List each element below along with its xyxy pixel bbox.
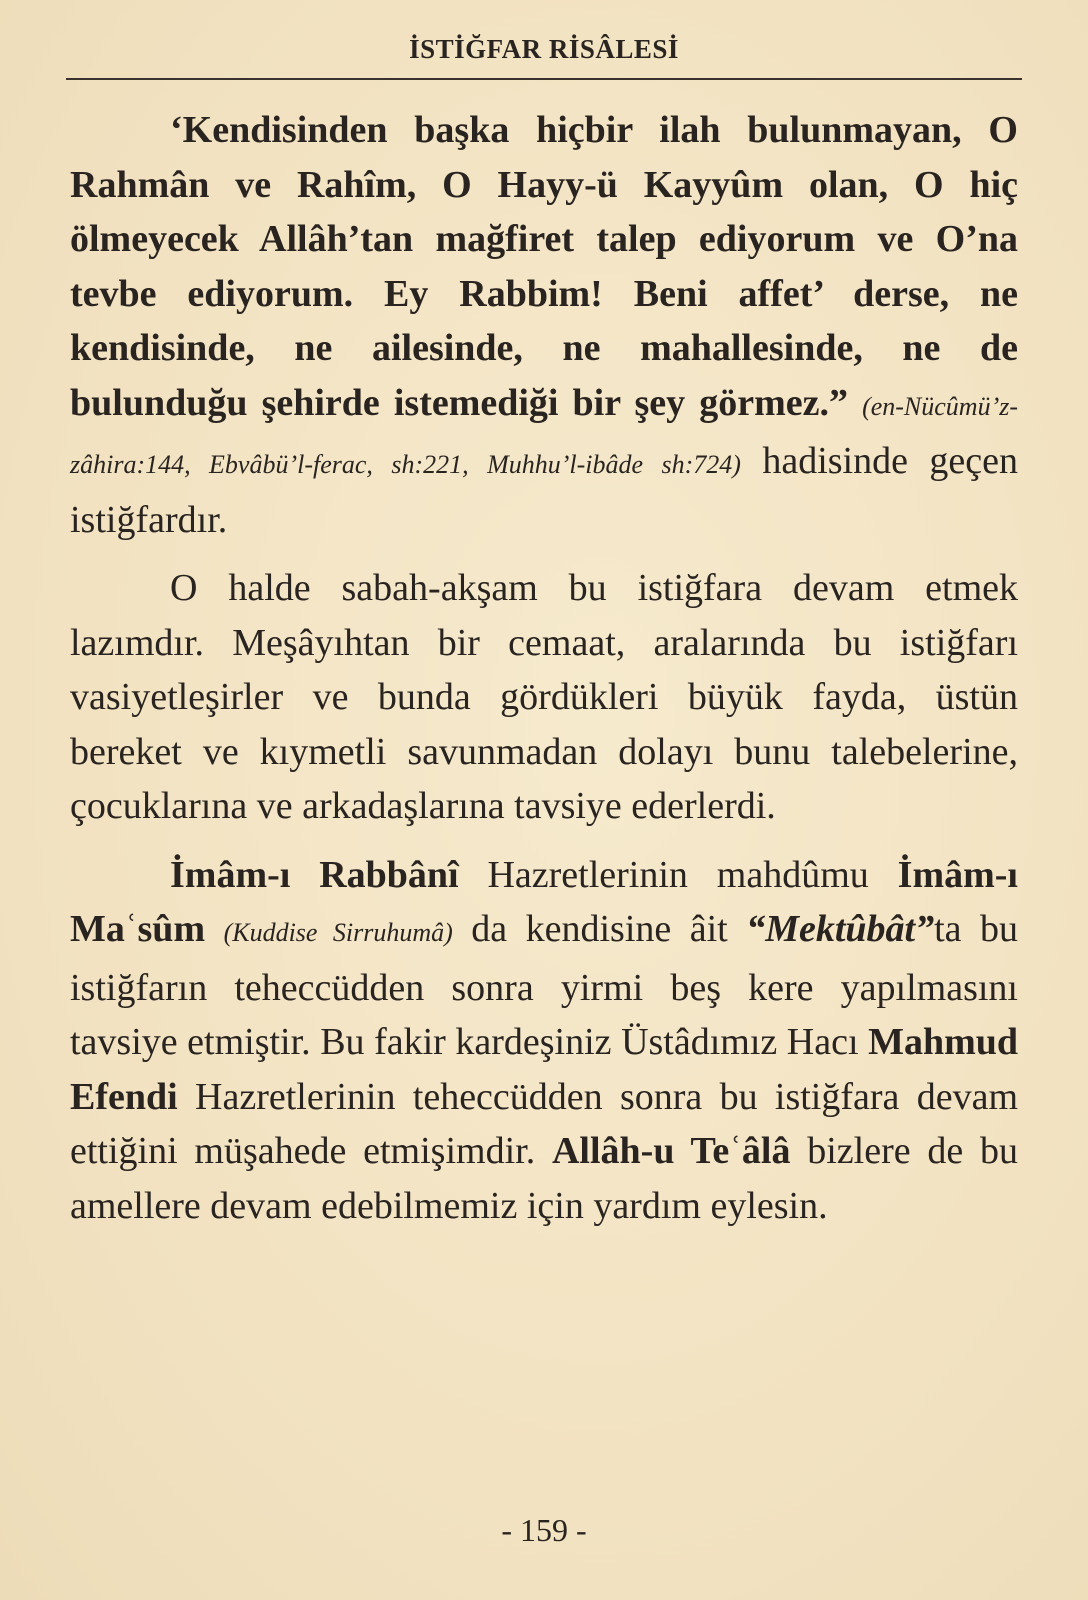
paragraph-3-text-4: Hazretlerinin teheccüdden sonra bu istiğfara devam ettiğini müşahede etmişimdir.	[70, 1075, 1018, 1172]
paragraph-imam-rabbani	[70, 848, 1018, 1234]
paragraph-3-text-2: da kendisine âit	[452, 908, 747, 950]
paragraph-3-text-3: ta bu istiğfarın teheccüdden sonra yirmi beş kere yapılmasını tavsiye etmiştir. Bu fakir kardeşiniz Üstâdımız Hacı	[70, 908, 1018, 1063]
istigfar-quote: ‘Kendisinden başka hiçbir ilah bulunmayan, O Rahmân ve Rahîm, O Hayy-ü Kayyûm olan, O hiç ölmeyecek Allâh’tan mağfiret talep ediyorum ve O’na tevbe ediyorum. Ey Rabbim! Beni affet’ derse, ne kendisinde, ne ailesinde, ne mahallesinde, ne de bulunduğu şehirde istemediği bir şey görmez.”	[70, 109, 1018, 424]
paragraph-3-text-1: Hazretlerinin mahdûmu	[458, 853, 898, 896]
paragraph-1-tail: hadisinde geçen istiğfardır.	[70, 440, 1018, 541]
work-title-mektubat: “Mektûbât”	[746, 908, 935, 950]
name-mahmud-efendi: Mahmud Efendi	[70, 1021, 1018, 1118]
paragraph-2-text: O halde sabah-akşam bu istiğfara devam etmek lazımdır. Meşâyıhtan bir cemaat, aralarında bu istiğfarı vasiyetleşirler ve bunda gördükleri büyük fayda, üstün bereket ve kıymetli savunmadan dolayı bunu talebelerine, çocuklarına ve arkadaşlarına tavsiye ederlerdi.	[70, 567, 1018, 827]
header-rule	[66, 78, 1022, 80]
paragraph-istigfar-hadith	[70, 103, 1018, 547]
running-header: İSTİĞFAR RİSÂLESİ	[409, 34, 679, 64]
name-allah-teala: Allâh-u Teʿâlâ	[551, 1130, 791, 1172]
name-imam-masum: İmâm-ı Maʿsûm	[70, 853, 1018, 950]
page-body	[70, 103, 1018, 1233]
source-citation: (en-Nücûmü’z-zâhira:144, Ebvâbü’l-ferac, sh:221, Muhhu’l-ibâde sh:724)	[70, 391, 1019, 479]
honorific-kuddise: (Kuddise Sirruhumâ)	[223, 918, 453, 947]
name-imam-rabbani: İmâm-ı Rabbânî	[170, 853, 459, 896]
paragraph-mesayih-advice	[70, 561, 1018, 834]
paragraph-3-text-5: bizlere de bu amellere devam edebilmemiz için yardım eylesin.	[70, 1130, 1019, 1227]
page-number: - 159 -	[501, 1512, 587, 1548]
